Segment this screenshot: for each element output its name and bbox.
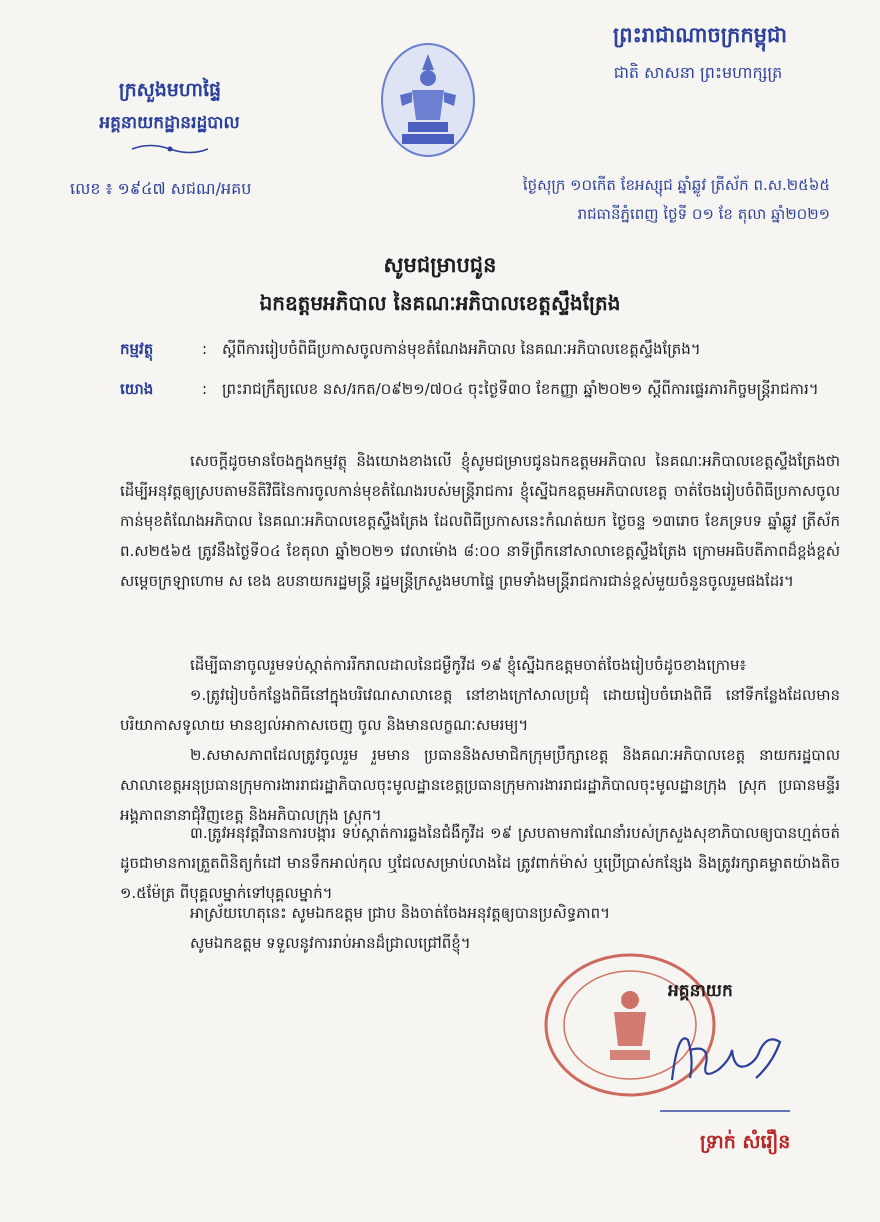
ministry-name: ក្រសួងមហាផ្ទៃ xyxy=(118,79,222,101)
ornament-divider-icon xyxy=(130,142,210,156)
subject-row xyxy=(120,334,840,364)
body-paragraph-3: ១.ត្រូវរៀបចំកន្លែងពិធីនៅក្នុងបរិវេណសាលាខេត្ត នៅខាងក្រៅសាលប្រជុំ ដោយរៀបចំរោងពិធី នៅទីកន្លែងដែលមានបរិយាកាសទូលាយ មានខ្យល់អាកាសចេញ ចូល និងមានលក្ខណៈសមរម្យ។ xyxy=(120,686,840,734)
body-paragraph-2: ដើម្បីធានាចូលរួមទប់ស្កាត់ការរីករាលដាលនៃជម្ងឺកូវីដ ១៩ ខ្ញុំស្នើឯកឧត្តមចាត់ចែងរៀបចំដូចខាងក្រោម៖ xyxy=(190,656,747,674)
body-paragraph-1: សេចក្តីដូចមានចែងក្នុងកម្មវត្ថុ និងយោងខាងលើ ខ្ញុំសូមជម្រាបជូនឯកឧត្តមអភិបាល នៃគណៈអភិបាលខេត្តស្ទឹងត្រែងថា ដើម្បីអនុវត្តឲ្យស្របតាមនីតិវិធីនៃការចូលកាន់មុខតំណែងរបស់មន្ត្រីរាជការ ខ្ញុំស្នើឯកឧត្តមអភិបាលខេត្ត ចាត់ចែងរៀបចំពិធីប្រកាសចូលកាន់មុខតំណែងអភិបាល នៃគណៈអភិបាលខេត្តស្ទឹងត្រែង ដែលពិធីប្រកាសនេះកំណត់យក ថ្ងៃចន្ទ ១៣រោច ខែភទ្របទ ឆ្នាំឆ្លូវ ត្រីស័ក ព.ស២៥៦៥ ត្រូវនឹងថ្ងៃទី០៤ ខែតុលា ឆ្នាំ២០២១ វេលាម៉ោង ៨:០០ នាទីព្រឹកនៅសាលាខេត្តស្ទឹងត្រែង ក្រោមអធិបតីភាពដ៏ខ្ពង់ខ្ពស់ សម្តេចក្រឡាហោម ស ខេង ឧបនាយករដ្ឋមន្ត្រី រដ្ឋមន្ត្រីក្រសួងមហាផ្ទៃ ព្រមទាំងមន្ត្រីរាជការជាន់ខ្ពស់មួយចំនួនចូលរួមផងដែរ។ xyxy=(120,452,840,590)
handwritten-signature-icon xyxy=(660,1020,790,1090)
national-motto: ជាតិ សាសនា ព្រះមហាក្សត្រ xyxy=(613,63,783,82)
reference-colon: : xyxy=(202,380,208,398)
subject-text: ស្តីពីការរៀបចំពិធីប្រកាសចូលកាន់មុខតំណែងអភិបាល នៃគណៈអភិបាលខេត្តស្ទឹងត្រែង។ xyxy=(222,340,701,358)
solar-date: រាជធានីភ្នំពេញ ថ្ងៃទី ០១ ខែ តុលា ឆ្នាំ២០២១ xyxy=(577,205,830,223)
body-paragraph-7: សូមឯកឧត្តម ទទួលនូវការរាប់អានដ៏ជ្រាលជ្រៅពីខ្ញុំ។ xyxy=(190,934,471,952)
signatory-name: ទ្រាក់ សំរឿន xyxy=(700,1131,791,1153)
reference-label: យោង xyxy=(120,380,154,398)
reference-row xyxy=(120,374,840,404)
signature-line xyxy=(660,1110,790,1112)
ministry-emblem-icon xyxy=(378,40,478,160)
salutation-title: សូមជម្រាបជូន xyxy=(383,253,497,277)
recipient-title: ឯកឧត្តមអភិបាល នៃគណៈអភិបាលខេត្តស្ទឹងត្រែង xyxy=(259,291,621,315)
kingdom-heading: ព្រះរាជាណាចក្រកម្ពុជា xyxy=(612,23,787,47)
reference-text: ព្រះរាជក្រឹត្យលេខ នស/រកត/០៩២១/៧០៤ ចុះថ្ងៃទី៣០ ខែកញ្ញា ឆ្នាំ២០២១ ស្តីពីការផ្ទេរភារកិច្ចមន្ត្រីរាជការ។ xyxy=(222,380,819,398)
body-paragraph-5: ៣.ត្រូវអនុវត្តវិធានការបង្ការ ទប់ស្កាត់ការឆ្លងនៃជំងឺកូវីដ ១៩ ស្របតាមការណែនាំរបស់ក្រសួងសុខាភិបាលឲ្យបានហ្មត់ចត់ដូចជាមានការត្រួតពិនិត្យកំដៅ មានទឹកអាល់កុល ឬជែលសម្រាប់លាងដៃ ត្រូវពាក់ម៉ាស់ ឬប្រើប្រាស់កន្សែង និងត្រូវរក្សាគម្លាតយ៉ាងតិច ១.៥ម៉ែត្រ ពីបុគ្គលម្នាក់ទៅបុគ្គលម្នាក់។ xyxy=(120,824,840,902)
subject-colon: : xyxy=(202,340,208,358)
department-name: អគ្គនាយកដ្ឋានរដ្ឋបាល xyxy=(99,113,240,133)
subject-label: កម្មវត្ថុ xyxy=(120,340,154,358)
body-paragraph-6: អាស្រ័យហេតុនេះ សូមឯកឧត្តម ជ្រាប និងចាត់ចែងអនុវត្តឲ្យបានប្រសិទ្ធភាព។ xyxy=(190,904,610,922)
reference-number: លេខ ៖ ១៩៤៧ សជណ/អគប xyxy=(70,179,252,198)
lunar-date: ថ្ងៃសុក្រ ១០កើត ខែអស្សុជ ឆ្នាំឆ្លូវ ត្រីស័ក ព.ស.២៥៦៥ xyxy=(522,176,830,194)
body-paragraph-4: ២.សមាសភាពដែលត្រូវចូលរួម រួមមាន ប្រធាននិងសមាជិកក្រុមប្រឹក្សាខេត្ត និងគណៈអភិបាលខេត្ត នាយករដ្ឋបាលសាលាខេត្តអនុប្រធានក្រុមការងាររាជរដ្ឋាភិបាលចុះមូលដ្ឋានខេត្តប្រធានក្រុមការងាររាជរដ្ឋាភិបាលចុះមូលដ្ឋានក្រុង ស្រុក ប្រធានមន្ទីរ អង្គភាពនានាជុំវិញខេត្ត និងអភិបាលក្រុង ស្រុក។ xyxy=(120,746,840,824)
signatory-title: អគ្គនាយក xyxy=(668,981,733,1001)
